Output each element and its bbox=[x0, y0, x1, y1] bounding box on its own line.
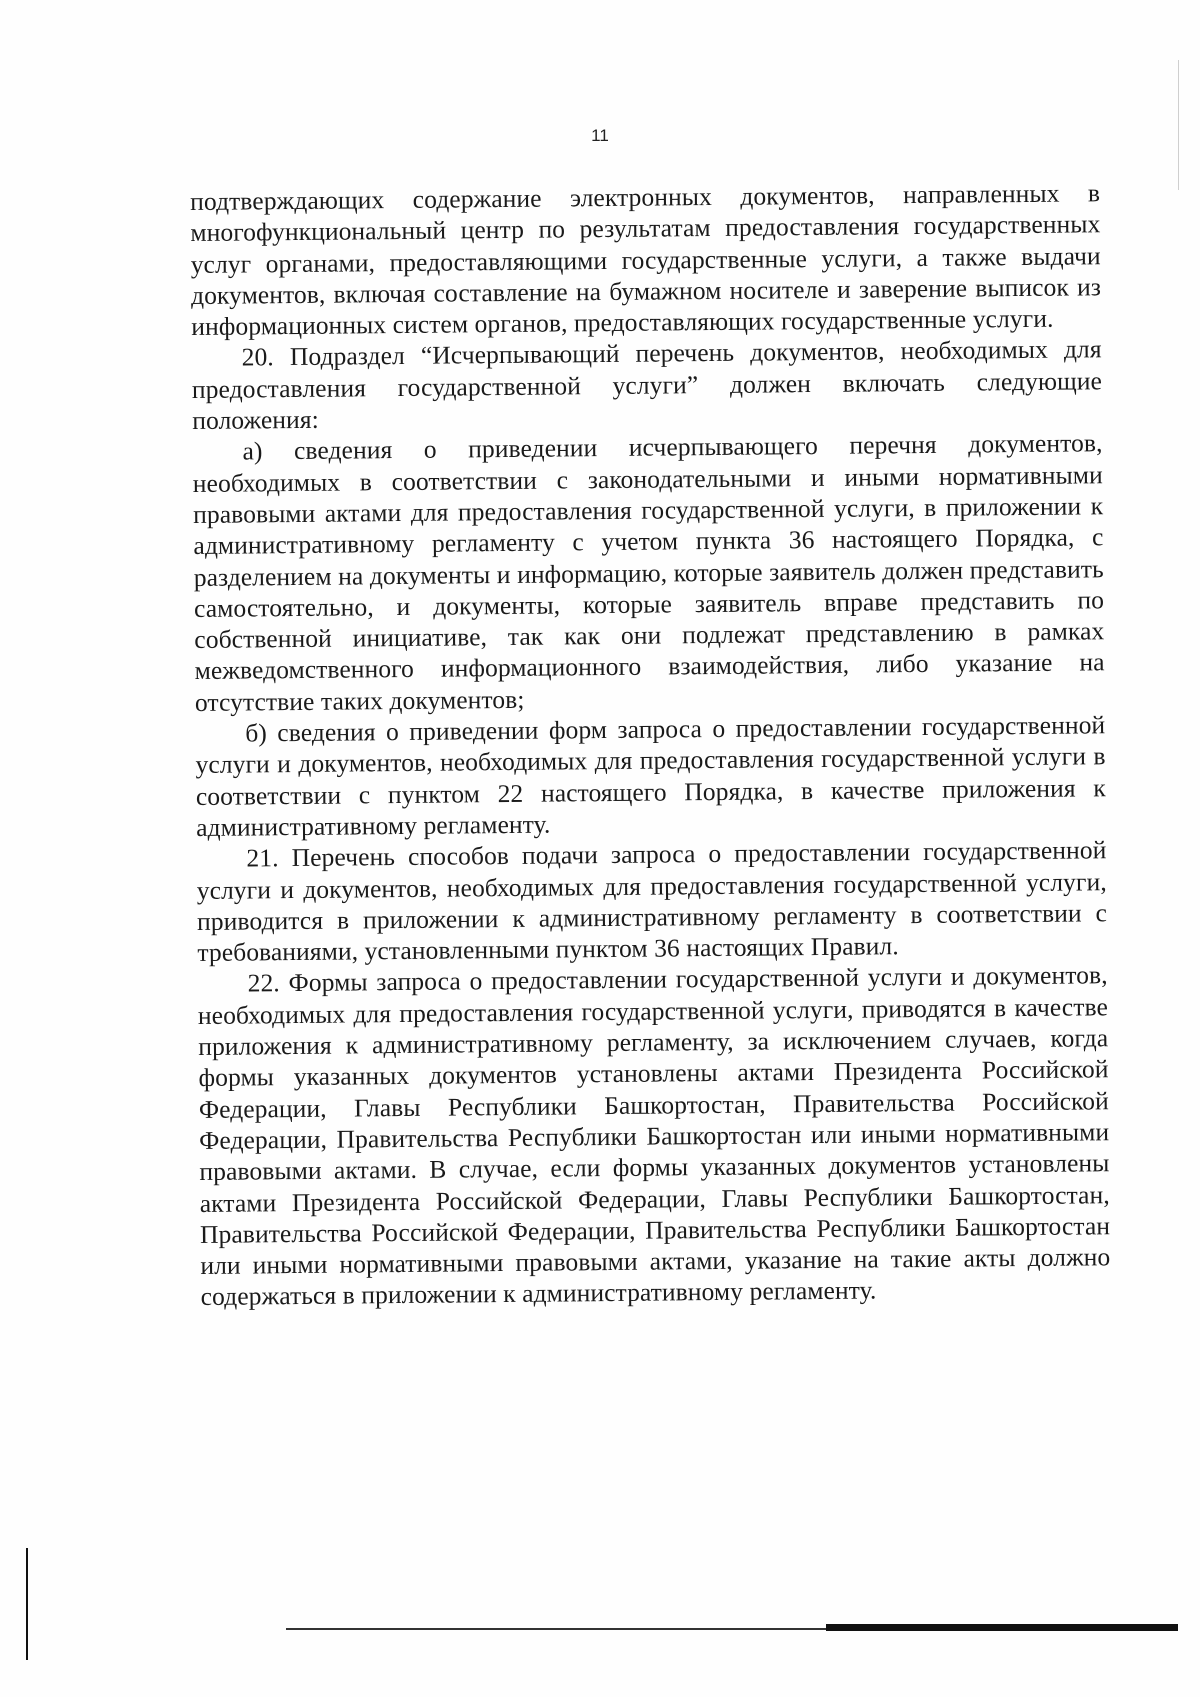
paragraph-20-b: б) сведения о приведении форм запроса о предоставлении государственной услуги и документов, необходимых для предоставления государственной услуги в соответствии с пунктом 22 настоящего Порядка, в качестве приложения к административному регламенту. bbox=[195, 710, 1106, 842]
paragraph-20-a: а) сведения о приведении исчерпывающего перечня документов, необходимых в соответствии с законодательными и иными нормативными правовыми актами для предоставления государственной услуги, в приложении к административному регламенту с учетом пункта 36 настоящего Порядка, с разделением на документы и информацию, которые заявитель должен представить самостоятельно, и документы, которые заявитель вправе представить по собственной инициативе, так как они подлежат представлению в рамках межведомственного информационного взаимодействия, либо указание на отсутствие таких документов; bbox=[192, 428, 1105, 717]
scan-edge-line bbox=[1178, 60, 1179, 190]
page-number: 11 bbox=[591, 126, 609, 145]
paragraph-21: 21. Перечень способов подачи запроса о предоставлении государственной услуги и документов, необходимых для предоставления государственной услуги, приводится в приложении к административному регламенту в соответствии с требованиями, установленными пунктом 36 настоящих Правил. bbox=[196, 835, 1108, 968]
paragraph-20: 20. Подраздел “Исчерпывающий перечень документов, необходимых для предоставления государственной услуги” должен включать следующие положения: bbox=[191, 334, 1103, 436]
left-margin-rule bbox=[26, 1548, 28, 1660]
paragraph-22: 22. Формы запроса о предоставлении государственной услуги и документов, необходимых для предоставления государственной услуги, приводятся в качестве приложения к административному регламенту, за исключением случаев, когда формы указанных документов установлены актами Президента Российской Федерации, Главы Республики Башкортостан, Правительства Российской Федерации, Правительства Республики Башкортостан или иными нормативными правовыми актами. В случае, если формы указанных документов установлены актами Президента Российской Федерации, Главы Республики Башкортостан, Правительства Российской Федерации, Правительства Республики Башкортостан или иными нормативными правовыми актами, указание на такие акты должно содержаться в приложении к административному регламенту. bbox=[197, 960, 1111, 1312]
bottom-rule-thin bbox=[286, 1628, 826, 1630]
document-body bbox=[190, 177, 1111, 1312]
paragraph-continuation: подтверждающих содержание электронных документов, направленных в многофункциональный центр по результатам предоставления государственных услуг органами, предоставляющими государственные услуги, а также выдачи документов, включая составление на бумажном носителе и заверение выписок из информационных систем органов, предоставляющих государственные услуги. bbox=[190, 178, 1102, 342]
bottom-rule-thick bbox=[826, 1624, 1178, 1631]
